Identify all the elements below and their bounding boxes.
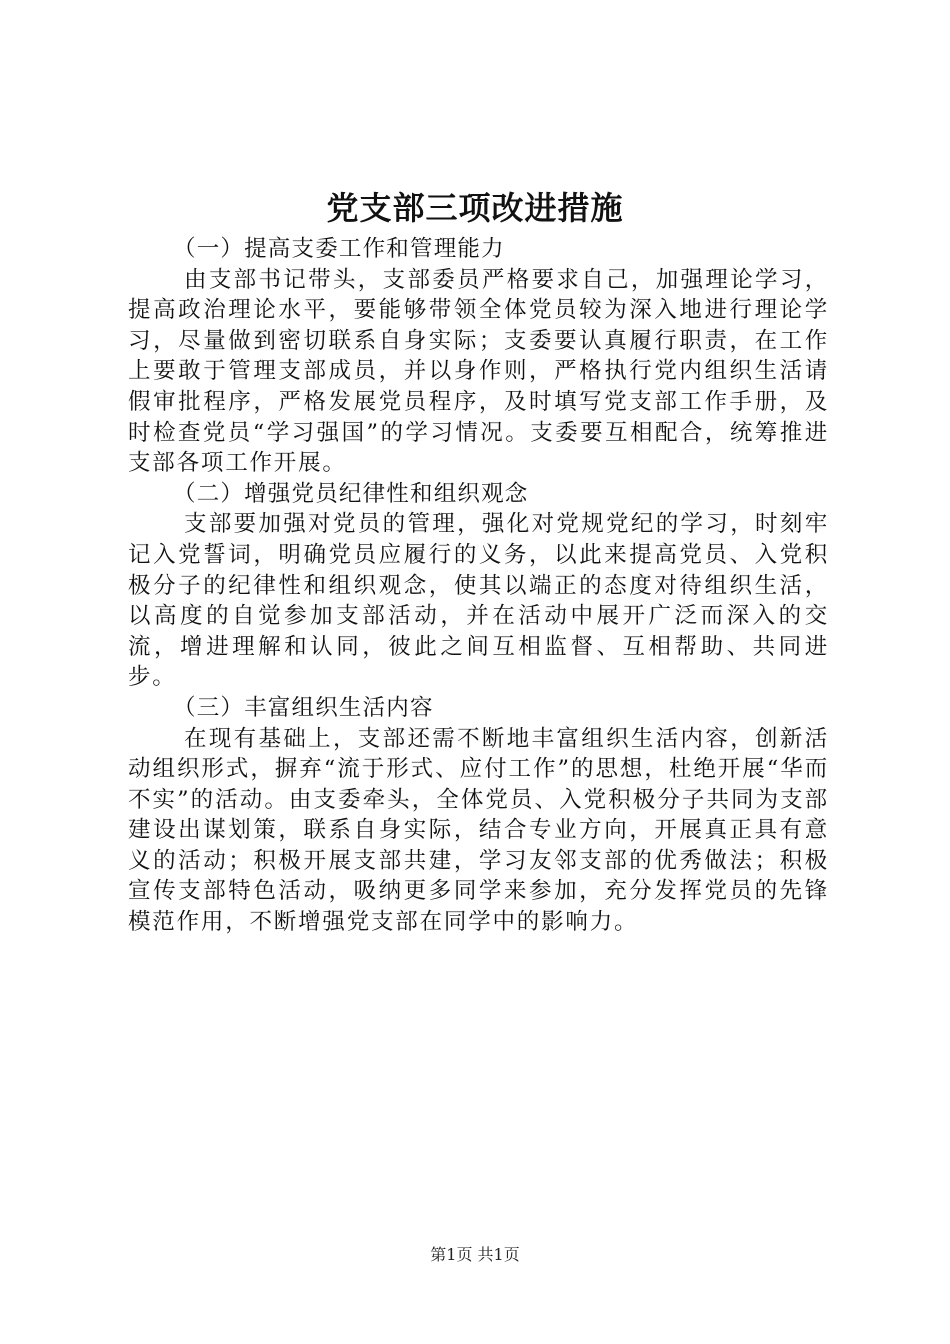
section-paragraph-2: 支部要加强对党员的管理，强化对党规党纪的学习，时刻牢记入党誓词，明确党员应履行的义务，以此来提高党员、入党积极分子的纪律性和组织观念，使其以端正的态度对待组织生活，以高度的自觉参加支部活动，并在活动中展开广泛而深入的交流，增进理解和认同，彼此之间互相监督、互相帮助、共同进步。 [128,511,829,691]
document-body [128,234,829,938]
section-paragraph-3: 在现有基础上，支部还需不断地丰富组织生活内容，创新活动组织形式，摒弃“流于形式、应付工作”的思想，杜绝开展“华而不实”的活动。由支委牵头，全体党员、入党积极分子共同为支部建设出谋划策，联系自身实际，结合专业方向，开展真正具有意义的活动；积极开展支部共建，学习友邻支部的优秀做法；积极宣传支部特色活动，吸纳更多同学来参加，充分发挥党员的先锋模范作用，不断增强党支部在同学中的影响力。 [128,725,829,936]
page-number-footer: 第1页 共1页 [430,1245,520,1264]
section-heading-1: （一）提高支委工作和管理能力 [173,236,505,262]
section-paragraph-1: 由支部书记带头，支部委员严格要求自己，加强理论学习，提高政治理论水平，要能够带领全体党员较为深入地进行理论学习，尽量做到密切联系自身实际；支委要认真履行职责，在工作上要敢于管理支部成员，并以身作则，严格执行党内组织生活请假审批程序，严格发展党员程序，及时填写党支部工作手册，及时检查党员“学习强国”的学习情况。支委要互相配合，统筹推进支部各项工作开展。 [128,266,829,477]
document-title: 党支部三项改进措施 [326,189,624,227]
section-heading-2: （二）增强党员纪律性和组织观念 [173,480,529,507]
section-heading-3: （三）丰富组织生活内容 [173,694,434,721]
